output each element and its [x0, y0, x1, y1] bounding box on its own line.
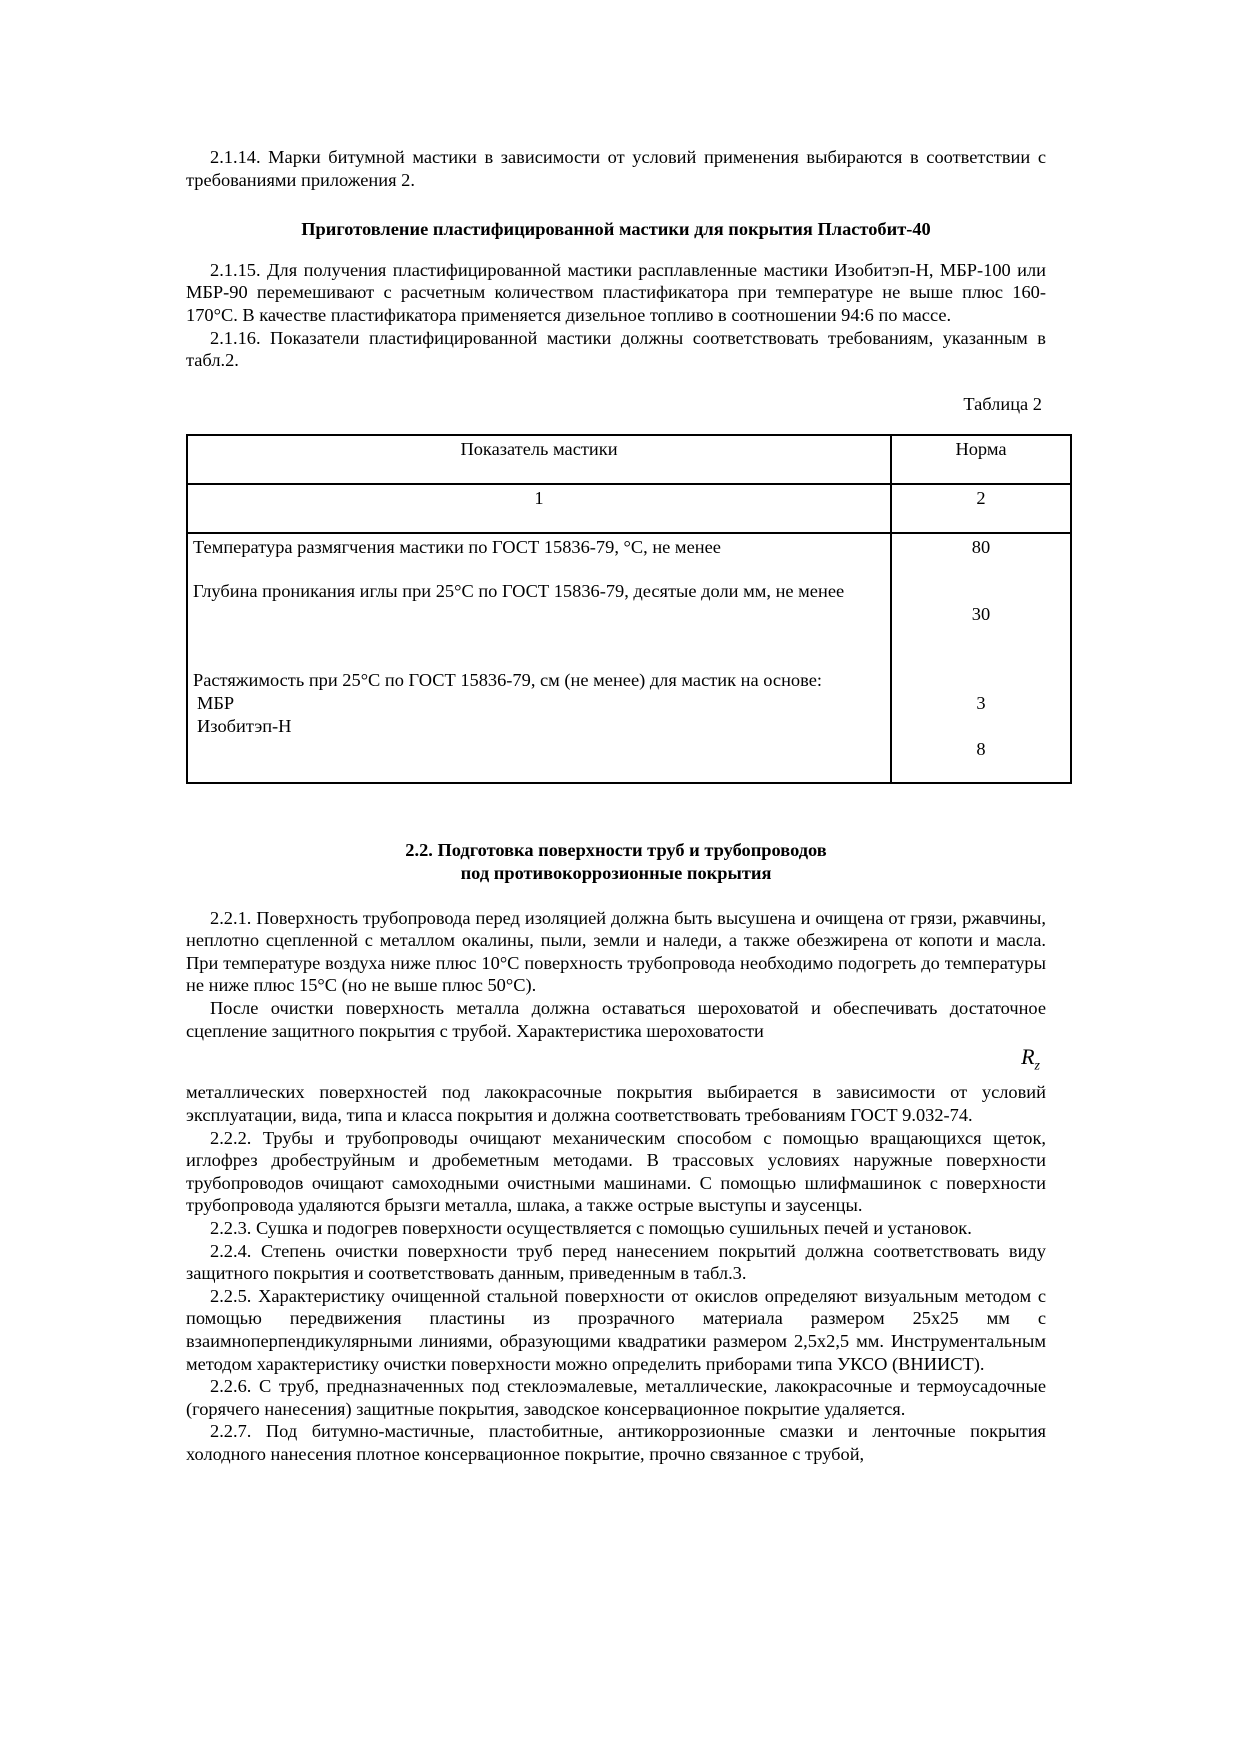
- section-heading-line: под противокоррозионные покрытия: [460, 862, 772, 883]
- indicator-name: [187, 533, 891, 580]
- table-caption: Таблица 2: [963, 393, 1042, 414]
- indicator-name: [187, 580, 891, 669]
- table-numbering-row: [187, 484, 1071, 533]
- roughness-subscript: z: [1034, 1058, 1040, 1074]
- norm-value: 80: [891, 533, 1071, 580]
- indicator-subitem: Изобитэп-Н: [197, 715, 292, 736]
- section-heading-line: 2.2. Подготовка поверхности труб и трубопроводов: [405, 840, 827, 861]
- norm-value: 3: [976, 693, 986, 714]
- column-header-indicator: Показатель мастики: [187, 435, 891, 484]
- document-page: [186, 146, 1046, 1466]
- paragraph-2-2-3: 2.2.3. Сушка и подогрев поверхности осуществляется с помощью сушильных печей и установок.: [210, 1218, 972, 1239]
- paragraph-roughness: После очистки поверхность металла должна оставаться шероховатой и обеспечивать достаточное сцепление защитного покрытия с трубой. Характеристика шероховатости: [186, 997, 1046, 1041]
- section-heading-plastobit: Приготовление пластифицированной мастики для покрытия Пластобит-40: [301, 219, 931, 240]
- paragraph-2-2-5: 2.2.5. Характеристику очищенной стальной поверхности от окислов определяют визуальным методом с помощью передвижения пластины из прозрачного материала размером 25х25 мм с взаимноперпендикулярными линиями, образующими квадратики размером 2,5х2,5 мм. Инструментальным методом характеристику очистки поверхности можно определить приборами типа УКСО (ВНИИСТ).: [186, 1285, 1046, 1374]
- column-number-1: 1: [187, 484, 891, 533]
- paragraph-2-2-1: 2.2.1. Поверхность трубопровода перед изоляцией должна быть высушена и очищена от грязи, ржавчины, неплотно сцепленной с металлом окалины, пыли, земли и наледи, а также обезжирена от копоти и масла. При температуре воздуха ниже плюс 10°С поверхность трубопровода необходимо подогреть до температуры не ниже плюс 15°С (но не выше плюс 50°С).: [186, 907, 1046, 996]
- paragraph-2-2-7: 2.2.7. Под битумно-мастичные, пластобитные, антикоррозионные смазки и ленточные покрытия холодного нанесения плотное консервационное покрытие, прочно связанное с трубой,: [186, 1421, 1046, 1464]
- paragraph-2-1-15: 2.1.15. Для получения пластифицированной мастики расплавленные мастики Изобитэп-Н, МБР-100 или МБР-90 перемешивают с расчетным количеством пластификатора при температуре не выше плюс 160-170°С. В качестве пластификатора применяется дизельное топливо в соотношении 94:6 по массе.: [186, 259, 1046, 325]
- norm-value-cell: [891, 669, 1071, 783]
- roughness-letter: R: [1021, 1044, 1035, 1070]
- paragraph-2-2-4: 2.2.4. Степень очистки поверхности труб перед нанесением покрытий должна соответствовать виду защитного покрытия и соответствовать данным, приведенным в табл.3.: [186, 1240, 1046, 1284]
- table-row: [187, 580, 1071, 669]
- paragraph-2-1-14: 2.1.14. Марки битумной мастики в зависимости от условий применения выбираются в соответствии с требованиями приложения 2.: [186, 147, 1046, 190]
- paragraph-roughness-continued: металлических поверхностей под лакокрасочные покрытия выбирается в зависимости от условий эксплуатации, вида, типа и класса покрытия и должна соответствовать требованиям ГОСТ 9.032-74.: [186, 1082, 1046, 1126]
- indicator-subitem: МБР: [197, 692, 235, 713]
- indicator-text: Растяжимость при 25°С по ГОСТ 15836-79, см (не менее) для мастик на основе:: [193, 670, 822, 691]
- indicators-table: [186, 434, 1072, 784]
- paragraph-2-1-16: 2.1.16. Показатели пластифицированной мастики должны соответствовать требованиям, указанным в табл.2.: [186, 327, 1046, 371]
- paragraph-2-2-2: 2.2.2. Трубы и трубопроводы очищают механическим способом с помощью вращающихся щеток, иглофрез дробеструйным и дробеметным методами. В трассовых условиях наружные поверхности трубопроводов очищают самоходными очистными машинами. С помощью шлифмашинок с поверхности трубопровода удаляются брызги металла, шлака, а также острые выступы и заусенцы.: [186, 1127, 1046, 1216]
- paragraph-2-2-6: 2.2.6. С труб, предназначенных под стеклоэмалевые, металлические, лакокрасочные и термоусадочные (горячего нанесения) защитные покрытия, заводское консервационное покрытие удаляется.: [186, 1376, 1046, 1419]
- norm-value: 30: [891, 580, 1071, 669]
- indicator-text: Глубина проникания иглы при 25°С по ГОСТ 15836-79, десятые доли мм, не менее: [193, 581, 845, 602]
- norm-value: 8: [976, 738, 986, 759]
- table-row: [187, 669, 1071, 783]
- indicator-text: Температура размягчения мастики по ГОСТ 15836-79, °С, не менее: [193, 537, 721, 558]
- table-header-row: [187, 435, 1071, 484]
- section-heading-2-2: [186, 839, 1046, 884]
- table-row: [187, 533, 1071, 580]
- column-header-norm: Норма: [891, 435, 1071, 484]
- indicator-name: [187, 669, 891, 783]
- column-number-2: 2: [891, 484, 1071, 533]
- roughness-symbol: [186, 1042, 1046, 1081]
